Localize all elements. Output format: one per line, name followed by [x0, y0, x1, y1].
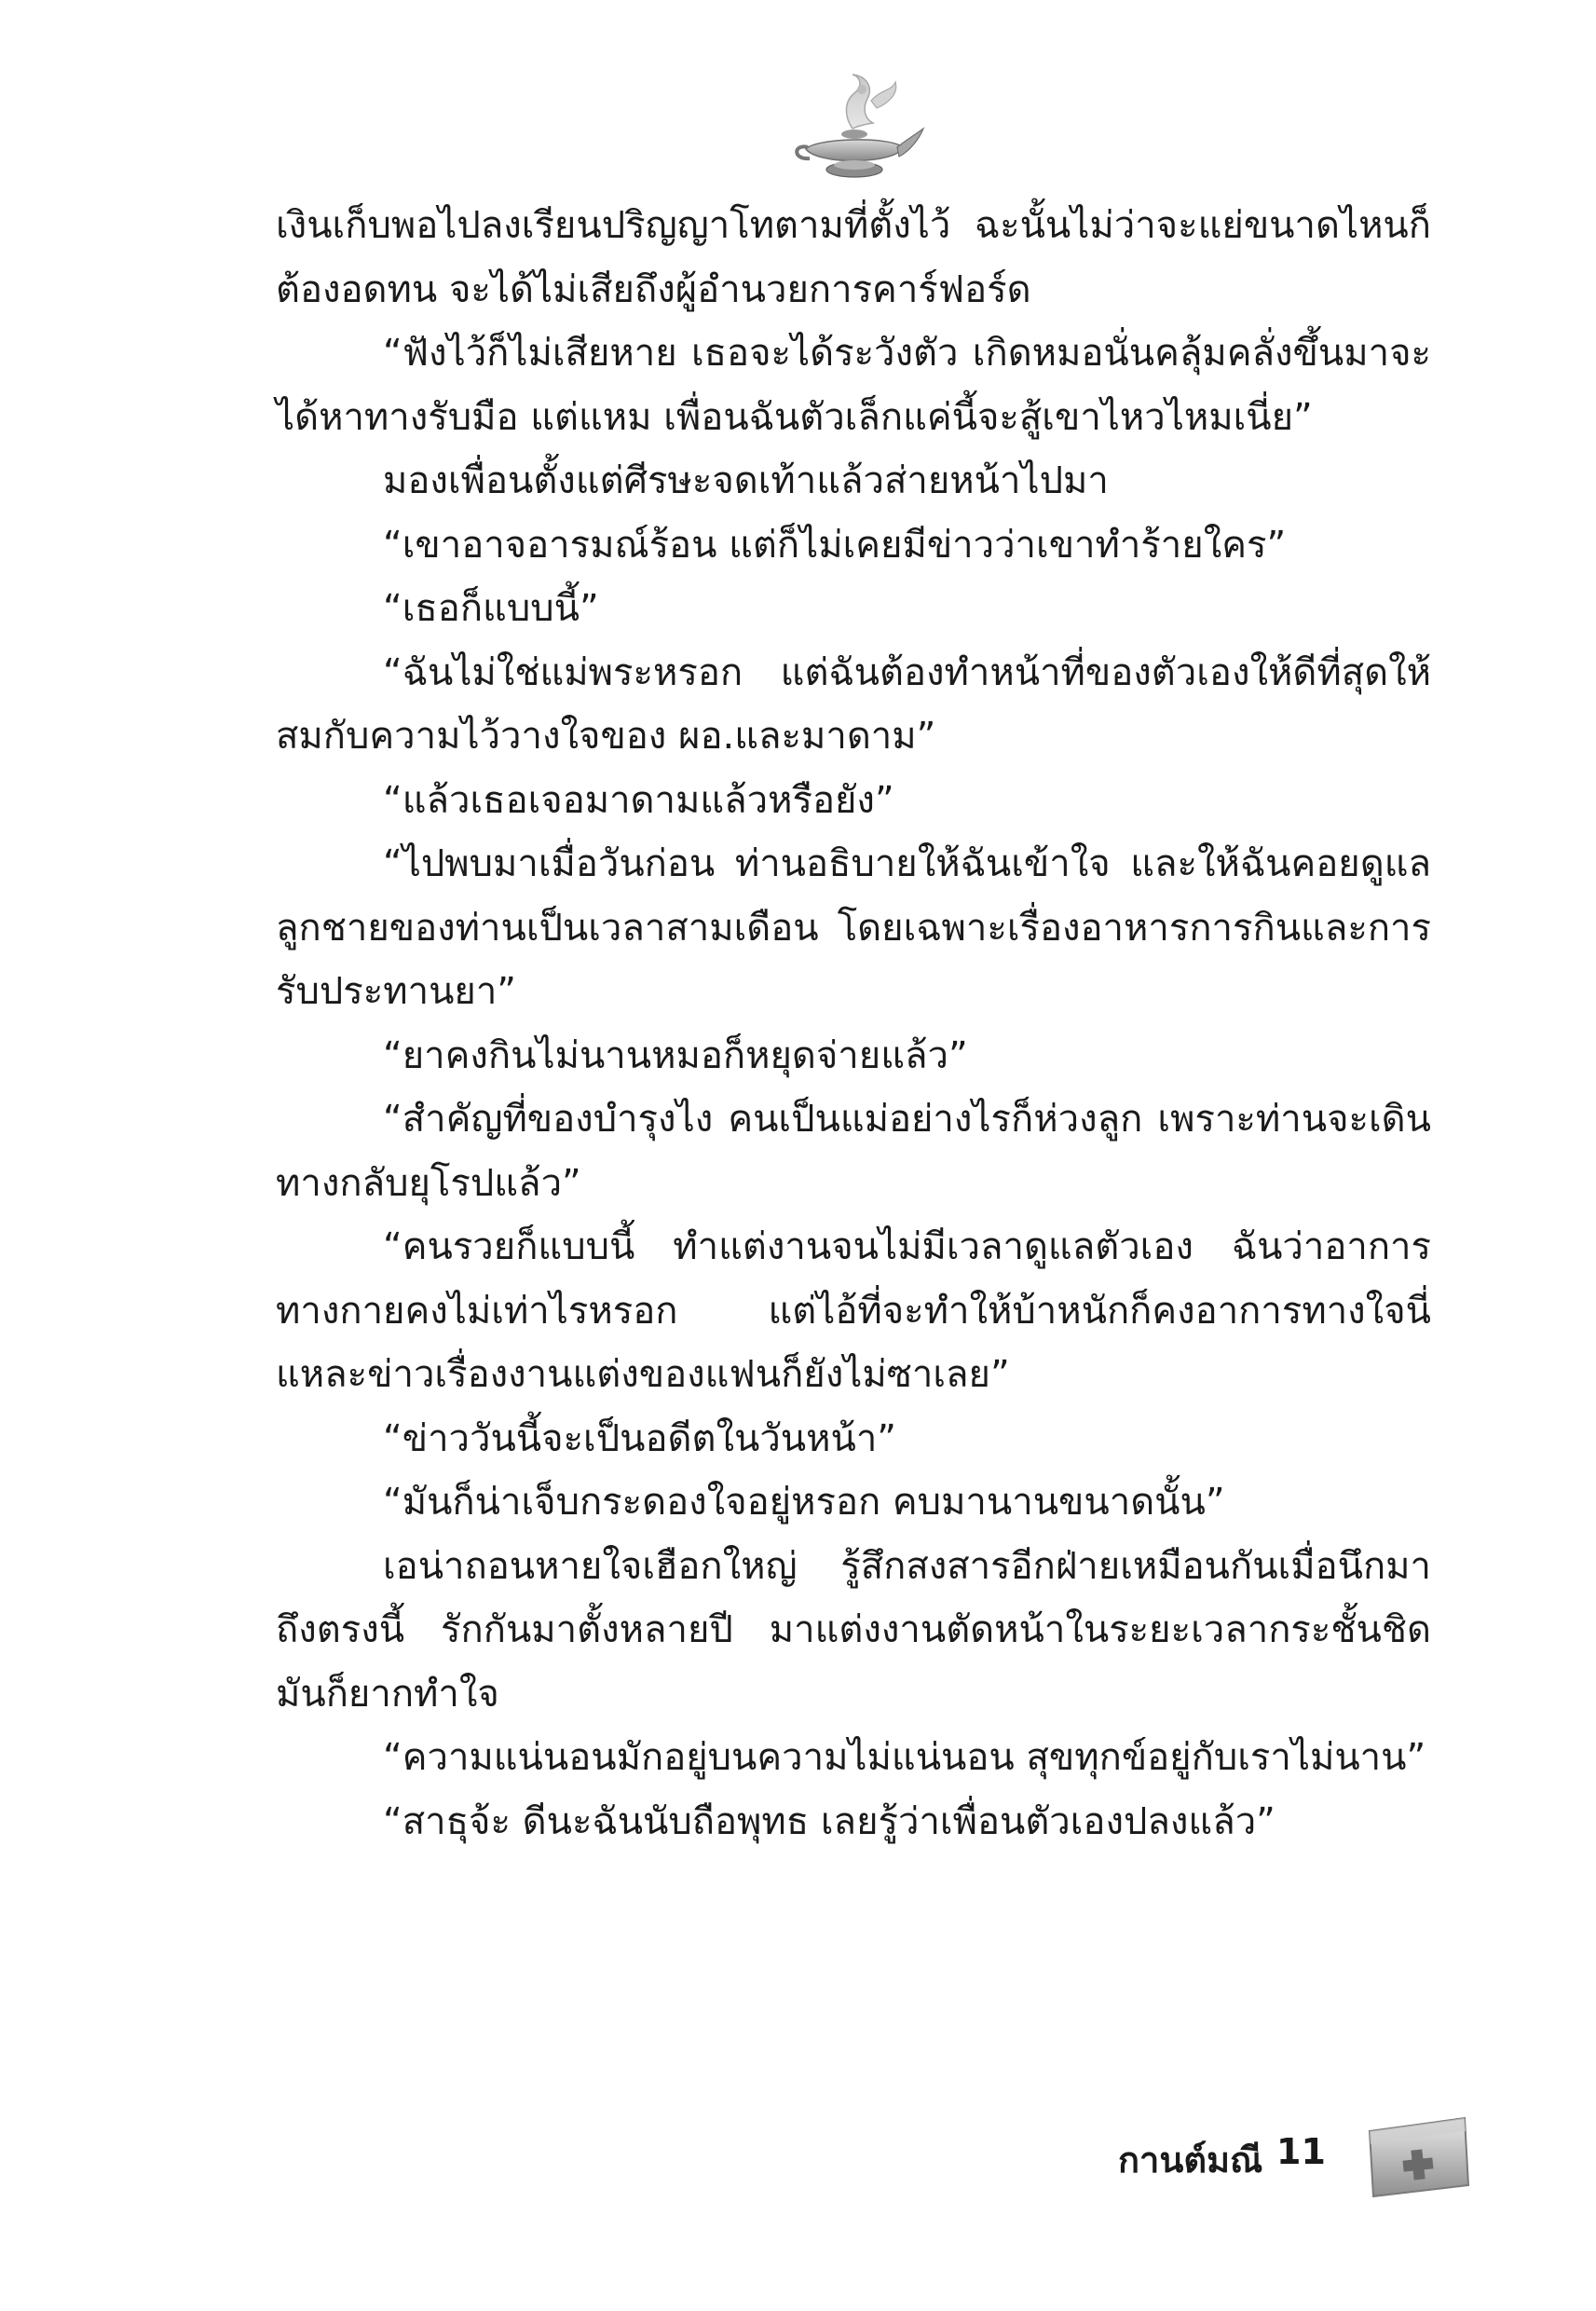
paragraph: “คนรวยก็แบบนี้ ทำแต่งานจนไม่มีเวลาดูแลตัวเอง ฉันว่าอาการทางกายคงไม่เท่าไรหรอก แต่ไอ้ที่จะทำให้บ้าหนักก็คงอาการทางใจนี่แหละข่าวเรื่องงานแต่งของแฟนก็ยังไม่ซาเลย” [276, 1225, 1431, 1396]
paragraph: “แล้วเธอเจอมาดามแล้วหรือยัง” [383, 778, 894, 822]
body-text [276, 194, 1431, 1853]
paragraph: “ความแน่นอนมักอยู่บนความไม่แน่นอน สุขทุกข์อยู่กับเราไม่นาน” [383, 1736, 1426, 1779]
first-aid-kit-icon [1362, 2111, 1474, 2200]
paragraph: “ฟังไว้ก็ไม่เสียหาย เธอจะได้ระวังตัว เกิดหมอนั่นคลุ้มคลั่งขึ้นมาจะได้หาทางรับมือ แต่แหม เพื่อนฉันตัวเล็กแค่นี้จะสู้เขาไหวไหมเนี่ย” [276, 332, 1431, 439]
paragraph: มองเพื่อนตั้งแต่ศีรษะจดเท้าแล้วส่ายหน้าไปมา [383, 459, 1109, 502]
paragraph: “สาธุจ้ะ ดีนะฉันนับถือพุทธ เลยรู้ว่าเพื่อนตัวเองปลงแล้ว” [383, 1799, 1275, 1843]
page-footer [1025, 2111, 1491, 2213]
paragraph: “ไปพบมาเมื่อวันก่อน ท่านอธิบายให้ฉันเข้าใจ และให้ฉันคอยดูแลลูกชายของท่านเป็นเวลาสามเดือน โดยเฉพาะเรื่องอาหารการกินและการรับประทานยา” [276, 842, 1431, 1013]
paragraph: “สำคัญที่ของบำรุงไง คนเป็นแม่อย่างไรก็ห่วงลูก เพราะท่านจะเดินทางกลับยุโรปแล้ว” [276, 1098, 1431, 1205]
paragraph: “มันก็น่าเจ็บกระดองใจอยู่หรอก คบมานานขนาดนั้น” [383, 1481, 1225, 1524]
paragraph: “เขาอาจอารมณ์ร้อน แต่ก็ไม่เคยมีข่าวว่าเขาทำร้ายใคร” [383, 523, 1287, 567]
paragraph: เอน่าถอนหายใจเฮือกใหญ่ รู้สึกสงสารอีกฝ่ายเหมือนกันเมื่อนึกมาถึงตรงนี้ รักกันมาตั้งหลายปี มาแต่งงานตัดหน้าในระยะเวลากระชั้นชิด มันก็ยากทำใจ [276, 1544, 1431, 1716]
paragraph: เงินเก็บพอไปลงเรียนปริญญาโทตามที่ตั้งไว้ ฉะนั้นไม่ว่าจะแย่ขนาดไหนก็ต้องอดทน จะได้ไม่เสียถึงผู้อำนวยการคาร์ฟอร์ด [276, 204, 1431, 311]
paragraph: “ยาคงกินไม่นานหมอก็หยุดจ่ายแล้ว” [383, 1033, 968, 1077]
paragraph: “ข่าววันนี้จะเป็นอดีตในวันหน้า” [383, 1416, 897, 1460]
lamp-icon [787, 73, 927, 194]
page-number: 11 [1276, 2131, 1326, 2172]
paragraph: “ฉันไม่ใช่แม่พระหรอก แต่ฉันต้องทำหน้าที่ของตัวเองให้ดีที่สุดให้สมกับความไว้วางใจของ ผอ.และมาดาม” [276, 650, 1431, 758]
paragraph: “เธอก็แบบนี้” [383, 587, 599, 630]
book-title: กานต์มณี [1118, 2140, 1263, 2181]
